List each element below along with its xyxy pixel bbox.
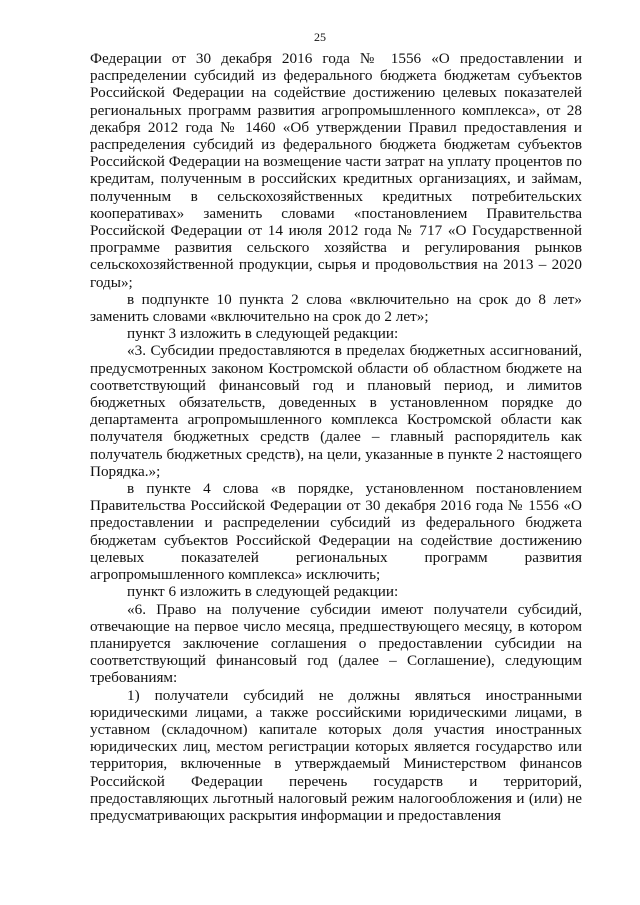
paragraph-6: пункт 6 изложить в следующей редакции: [127, 583, 399, 601]
paragraph-4: «3. Субсидии предоставляются в пределах бюджетных ассигнований, предусмотренных законом Костромской области об областном бюджете на соответствующий финансовый год и плановый период, и лимитов бюджетных обязательств, доведенных в установленном порядке до департамента агропромышленного комплекса Костромской области как получателя бюджетных средств (далее – главный распорядитель как получатель бюджетных средств), на цели, указанные в пункте 2 настоящего Порядка.»; [90, 342, 582, 480]
paragraph-7: «6. Право на получение субсидии имеют получатели субсидий, отвечающие на первое число месяца, предшествующего месяцу, в котором планируется заключение соглашения о предоставлении субсидии на соответствующий финансовый год (далее – Соглашение), следующим требованиям: [90, 600, 582, 687]
paragraph-2: в подпункте 10 пункта 2 слова «включительно на срок до 8 лет» заменить словами «включительно на срок до 2 лет»; [90, 290, 582, 326]
document-body [90, 50, 582, 824]
paragraph-3: пункт 3 изложить в следующей редакции: [127, 325, 399, 343]
paragraph-8: 1) получатели субсидий не должны являться иностранными юридическими лицами, а также российскими юридическими лицами, в уставном (складочном) капитале которых доля участия иностранных юридических лиц, местом регистрации которых является государство или территория, включенные в утверждаемый Министерством финансов Российской Федерации перечень государств и территорий, предоставляющих льготный налоговый режим налогообложения и (или) не предусматривающих раскрытия информации и предоставления [90, 686, 582, 824]
paragraph-5: в пункте 4 слова «в порядке, установленном постановлением Правительства Российской Федерации от 30 декабря 2016 года № 1556 «О предоставлении и распределении субсидий из федерального бюджета бюджетам субъектов Российской Федерации на содействие достижению целевых показателей региональных программ развития агропромышленного комплекса» исключить; [90, 480, 582, 584]
paragraph-1: Федерации от 30 декабря 2016 года № 1556 «О предоставлении и распределении субсидий из федерального бюджета бюджетам субъектов Российской Федерации на содействие достижению целевых показателей региональных программ развития агропромышленного комплекса», от 28 декабря 2012 года № 1460 «Об утверждении Правил предоставления и распределения субсидий из федерального бюджета бюджетам субъектов Российской Федерации на возмещение части затрат на уплату процентов по кредитам, полученным в российских кредитных организациях, и займам, полученным в сельскохозяйственных кредитных потребительских кооперативах» заменить словами «постановлением Правительства Российской Федерации от 14 июля 2012 года № 717 «О Государственной программе развития сельского хозяйства и регулирования рынков сельскохозяйственной продукции, сырья и продовольствия на 2013 – 2020 годы»; [90, 50, 582, 291]
page-number: 25 [314, 30, 326, 44]
